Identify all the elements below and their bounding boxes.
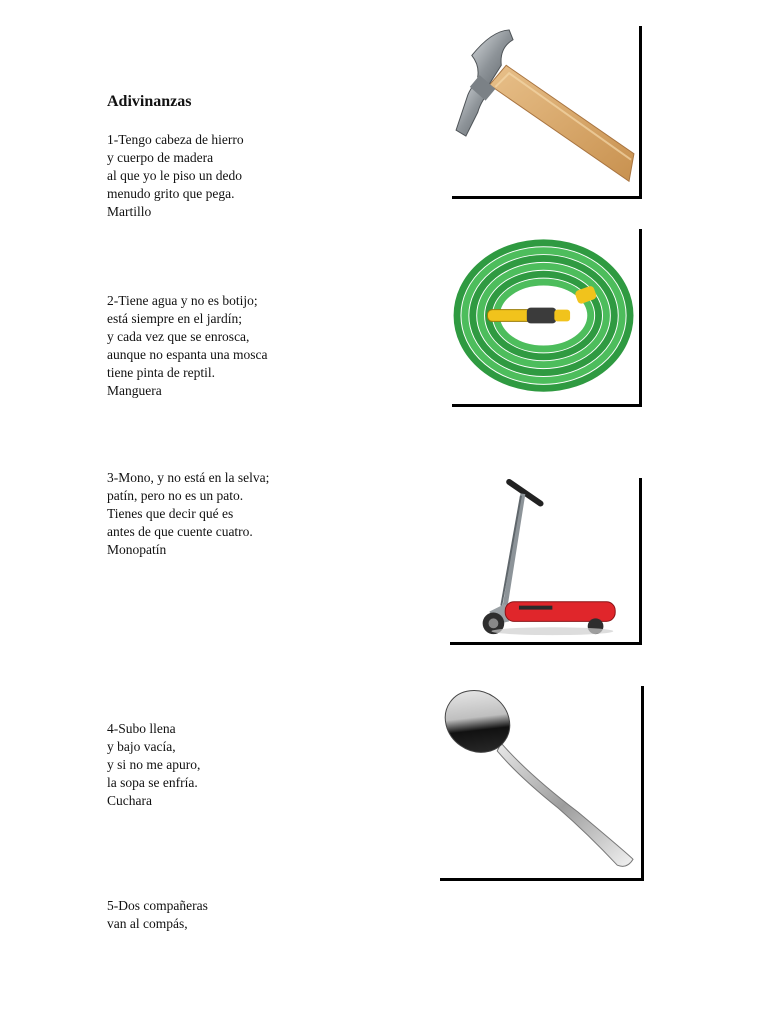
- riddle-line: Tienes que decir qué es: [107, 506, 234, 521]
- riddle-5: [107, 897, 208, 933]
- riddle-line: y si no me apuro,: [107, 757, 201, 772]
- riddle-1: [107, 131, 244, 221]
- riddle-line: 4-Subo llena: [107, 721, 176, 736]
- scooter-image: [450, 478, 642, 645]
- riddle-line: al que yo le piso un dedo: [107, 168, 242, 183]
- riddle-answer: Monopatín: [107, 542, 167, 557]
- riddle-answer: Martillo: [107, 204, 152, 219]
- scooter-icon: [450, 478, 639, 642]
- riddle-line: y bajo vacía,: [107, 739, 176, 754]
- document-title: Adivinanzas: [107, 93, 192, 110]
- riddle-line: 5-Dos compañeras: [107, 898, 208, 913]
- riddle-line: 3-Mono, y no está en la selva;: [107, 470, 270, 485]
- riddle-line: y cuerpo de madera: [107, 150, 214, 165]
- riddle-line: y cada vez que se enrosca,: [107, 329, 250, 344]
- hammer-image: [452, 26, 642, 199]
- hammer-icon: [452, 26, 639, 196]
- riddle-line: tiene pinta de reptil.: [107, 365, 215, 380]
- riddle-line: antes de que cuente cuatro.: [107, 524, 253, 539]
- riddle-answer: Cuchara: [107, 793, 152, 808]
- riddle-line: aunque no espanta una mosca: [107, 347, 268, 362]
- riddle-line: 1-Tengo cabeza de hierro: [107, 132, 244, 147]
- riddle-line: está siempre en el jardín;: [107, 311, 242, 326]
- riddle-line: van al compás,: [107, 916, 188, 931]
- riddle-line: 2-Tiene agua y no es botijo;: [107, 293, 258, 308]
- riddle-answer: Manguera: [107, 383, 162, 398]
- riddle-line: la sopa se enfría.: [107, 775, 198, 790]
- garden-hose-icon: [452, 229, 639, 404]
- riddle-line: patín, pero no es un pato.: [107, 488, 244, 503]
- spoon-icon: [440, 686, 641, 878]
- riddle-line: menudo grito que pega.: [107, 186, 235, 201]
- hose-image: [452, 229, 642, 407]
- spoon-image: [440, 686, 644, 881]
- riddle-2: [107, 292, 267, 400]
- riddle-3: [107, 469, 269, 559]
- riddle-4: [107, 720, 200, 810]
